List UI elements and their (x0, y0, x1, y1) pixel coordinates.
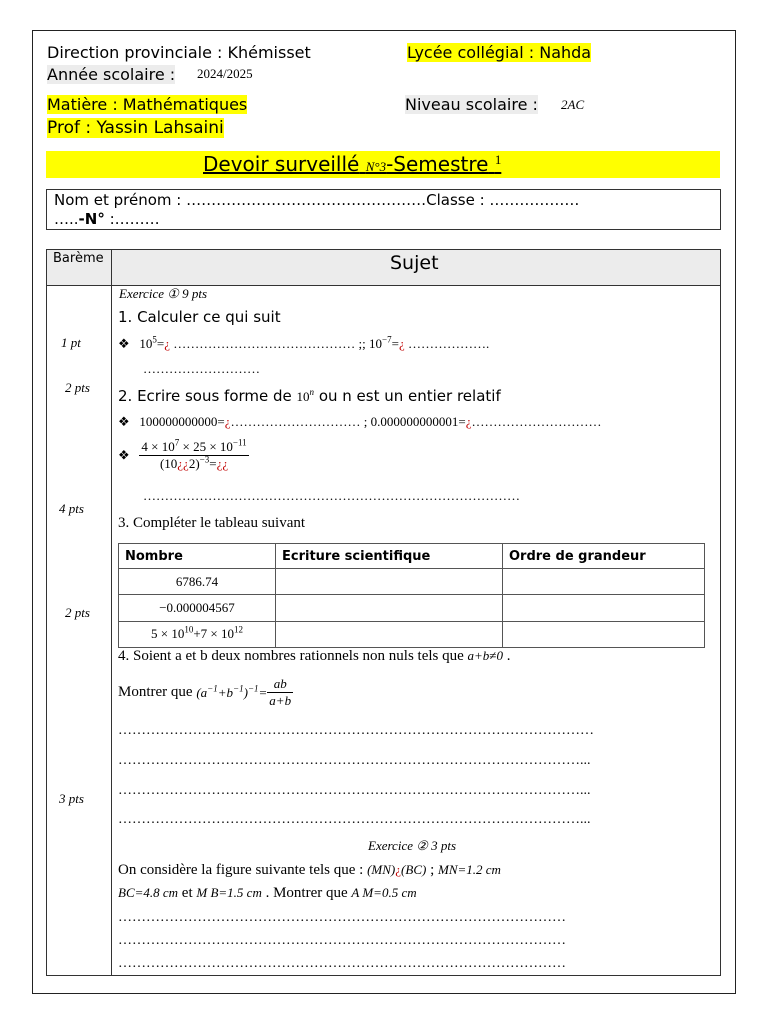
answer-dots-line: ………………………………………………………………………………………... (118, 753, 591, 768)
cell-answer[interactable] (503, 595, 705, 621)
table-row (119, 621, 705, 647)
numero-label: -N° (78, 210, 105, 228)
ex2-bc: (BC) (401, 862, 427, 877)
cell-answer[interactable] (276, 621, 503, 647)
cell-nombre: 6786.74 (119, 569, 276, 595)
q2-label (118, 387, 501, 405)
niveau-scolaire-value: 2AC (561, 97, 585, 112)
matiere: Matière : Mathématiques (47, 95, 248, 114)
exercise1-title: Exercice ① 9 pts (119, 286, 208, 301)
q1a-exp: 5 (152, 334, 157, 345)
q2b-eq: = (458, 414, 466, 429)
answer-dots-line: …………………………………………………………………………………… (118, 956, 566, 971)
col-nombre: Nombre (119, 544, 276, 569)
col-ordre-grandeur: Ordre de grandeur (503, 544, 705, 569)
q2-exp: n (309, 387, 315, 397)
q4-lhs (196, 685, 267, 700)
q2b-number: 0.000000000001 (370, 414, 459, 429)
col-ecriture-scientifique: Ecriture scientifique (276, 544, 503, 569)
frac-den-exp: −3 (199, 454, 210, 465)
sujet-header: Sujet (390, 252, 439, 274)
q2a-eq: = (217, 414, 225, 429)
ex2-line2 (118, 885, 417, 902)
frac-num-part1: 4 × 10 (141, 439, 175, 454)
semestre-label: -Semestre (386, 152, 489, 176)
q2-items (118, 414, 602, 430)
frac-num-exp1: 7 (174, 437, 180, 448)
annee-scolaire-value: 2024/2025 (197, 66, 253, 81)
cell-answer[interactable] (503, 621, 705, 647)
q4-lhs-exp1: −1 (207, 683, 218, 694)
annee-scolaire-label: Année scolaire : (47, 65, 176, 84)
q4-prefix: 4. Soient a et b deux nombres rationnels non nuls tels que (118, 648, 468, 664)
q1a-glyph: ¿ (164, 336, 171, 351)
frac-num-part2: × 25 × 10 (179, 439, 233, 454)
q1-continuation: ……………………… (143, 361, 260, 376)
q4-lhs-exp3: −1 (247, 683, 259, 694)
row3-part1: 5 × 10 (150, 626, 185, 642)
q2a-glyph: ¿ (224, 414, 231, 429)
q1b-eq: = (391, 336, 399, 351)
devoir-title (203, 152, 501, 176)
frac-den-part2: 2) (188, 456, 200, 471)
q2b-glyph: ¿ (465, 414, 472, 429)
row3-part2: +7 × 10 (193, 626, 234, 642)
semestre-number: 1 (494, 152, 502, 167)
cell-nombre (119, 621, 276, 647)
q2a-number: 100000000000 (139, 414, 218, 429)
scientific-notation-table (118, 543, 705, 648)
niveau-scolaire-label: Niveau scolaire : (405, 95, 538, 114)
answer-dots-line: …………………………………………………………………………………… (118, 933, 566, 948)
answer-dots-line: ………………………………………………………………………………………... (118, 783, 591, 798)
ex2-et: et (178, 885, 197, 901)
q4-eq: = (258, 684, 268, 700)
table-row (119, 544, 705, 569)
bareme-4pts: 4 pts (59, 501, 84, 516)
ex2-line1 (118, 862, 501, 879)
answer-dots-line: …………………………………………………………………………………… (118, 910, 566, 925)
frac-den-eq: = (209, 456, 217, 471)
ex2-mb-length: M B=1.5 cm (196, 885, 262, 900)
bareme-2pts-b: 2 pts (65, 605, 90, 620)
cell-answer[interactable] (276, 595, 503, 621)
q1b-exp: −7 (382, 334, 392, 345)
q1a-base: 10 (139, 336, 153, 351)
table-header-row (47, 250, 720, 286)
q2-fraction-denominator (139, 456, 248, 472)
numero-blank: :……… (104, 210, 160, 228)
table-row (119, 595, 705, 621)
cell-answer[interactable] (503, 569, 705, 595)
answer-dots-line: ………………………………………………………………………………………… (118, 723, 594, 738)
frac-den-glyph2: ¿¿ (216, 456, 229, 471)
ex2-prefix: On considère la figure suivante tels que : (118, 862, 368, 878)
bareme-1pt: 1 pt (61, 335, 81, 350)
ex2-bc-length: BC=4.8 cm (118, 885, 179, 900)
q4-numerator: ab (267, 676, 293, 693)
numero-dots: ….. (54, 210, 79, 228)
q4-show-label: Montrer que (118, 684, 197, 700)
q4-lhs-exp2: −1 (233, 683, 244, 694)
bullet-icon: ❖ (118, 447, 130, 463)
direction-provinciale: Direction provinciale : Khémisset (47, 43, 311, 62)
bareme-2pts-a: 2 pts (65, 380, 90, 395)
q4-statement (118, 648, 510, 665)
ex2-montrer: . Montrer que (261, 885, 352, 901)
q2-prefix: 2. Ecrire sous forme de (118, 387, 297, 405)
devoir-numero: N°3 (365, 159, 387, 174)
q1a-eq: = (156, 336, 165, 351)
q2-base: 10 (296, 389, 310, 404)
row3-exp1: 10 (184, 625, 194, 636)
frac-den-glyph1: ¿¿ (177, 456, 189, 471)
q2a-dots: ………………………… ; (230, 414, 371, 429)
q4-lhs-part3: ) (243, 684, 248, 700)
bullet-icon: ❖ (118, 414, 130, 429)
table-row (119, 569, 705, 595)
q2-fraction-item (118, 439, 249, 472)
row3-exp2: 12 (234, 625, 243, 636)
ex2-mn-length: MN=1.2 cm (438, 862, 501, 877)
q2-dots: …………………………………………………………………………… (143, 488, 520, 503)
bareme-header: Barème (53, 251, 104, 266)
q1a-dots: …………………………………… ;; (170, 336, 370, 351)
q1b-dots: ………………. (404, 336, 490, 351)
devoir-label: Devoir surveillé (203, 152, 360, 176)
bullet-icon: ❖ (118, 336, 130, 351)
answer-dots-line: ………………………………………………………………………………………... (118, 812, 591, 827)
frac-num-exp2: −11 (232, 437, 247, 448)
frac-den-part1: (10 (159, 456, 178, 471)
q4-denominator: a+b (269, 693, 292, 708)
q1b-glyph: ¿ (398, 336, 405, 351)
exercise2-title: Exercice ② 3 pts (368, 838, 457, 853)
cell-nombre: −0.000004567 (119, 595, 276, 621)
q2-fraction (139, 439, 248, 472)
q2-suffix: ou n est un entier relatif (314, 387, 501, 405)
ex2-am-length: A M=0.5 cm (351, 885, 417, 900)
nom-classe-line: Nom et prénom : …………………………………………Classe : ……………… (54, 191, 580, 209)
q4-condition: a+b≠0 (467, 648, 503, 663)
ex2-separator: ; (426, 862, 438, 878)
q2-fraction-numerator (139, 439, 248, 456)
ex2-glyph: ¿ (395, 862, 402, 877)
cell-answer[interactable] (276, 569, 503, 595)
q4-fraction (267, 676, 293, 709)
q1-items (118, 336, 489, 352)
bareme-3pts: 3 pts (59, 791, 84, 806)
q4-show (118, 676, 293, 709)
ex2-mn: (MN) (367, 862, 396, 877)
q3-label: 3. Compléter le tableau suivant (118, 515, 306, 531)
q2b-dots: ………………………… (471, 414, 602, 429)
q1b-base: 10 (369, 336, 383, 351)
prof-name: Prof : Yassin Lahsaini (47, 118, 224, 138)
lycee-name: Lycée collégial : Nahda (407, 43, 592, 62)
q4-lhs-part1: (a (196, 684, 208, 700)
q4-lhs-part2: +b (217, 684, 234, 700)
numero-line (54, 210, 160, 228)
column-divider (111, 249, 112, 976)
q4-end: . (502, 648, 511, 664)
q1-label: 1. Calculer ce qui suit (118, 308, 281, 326)
